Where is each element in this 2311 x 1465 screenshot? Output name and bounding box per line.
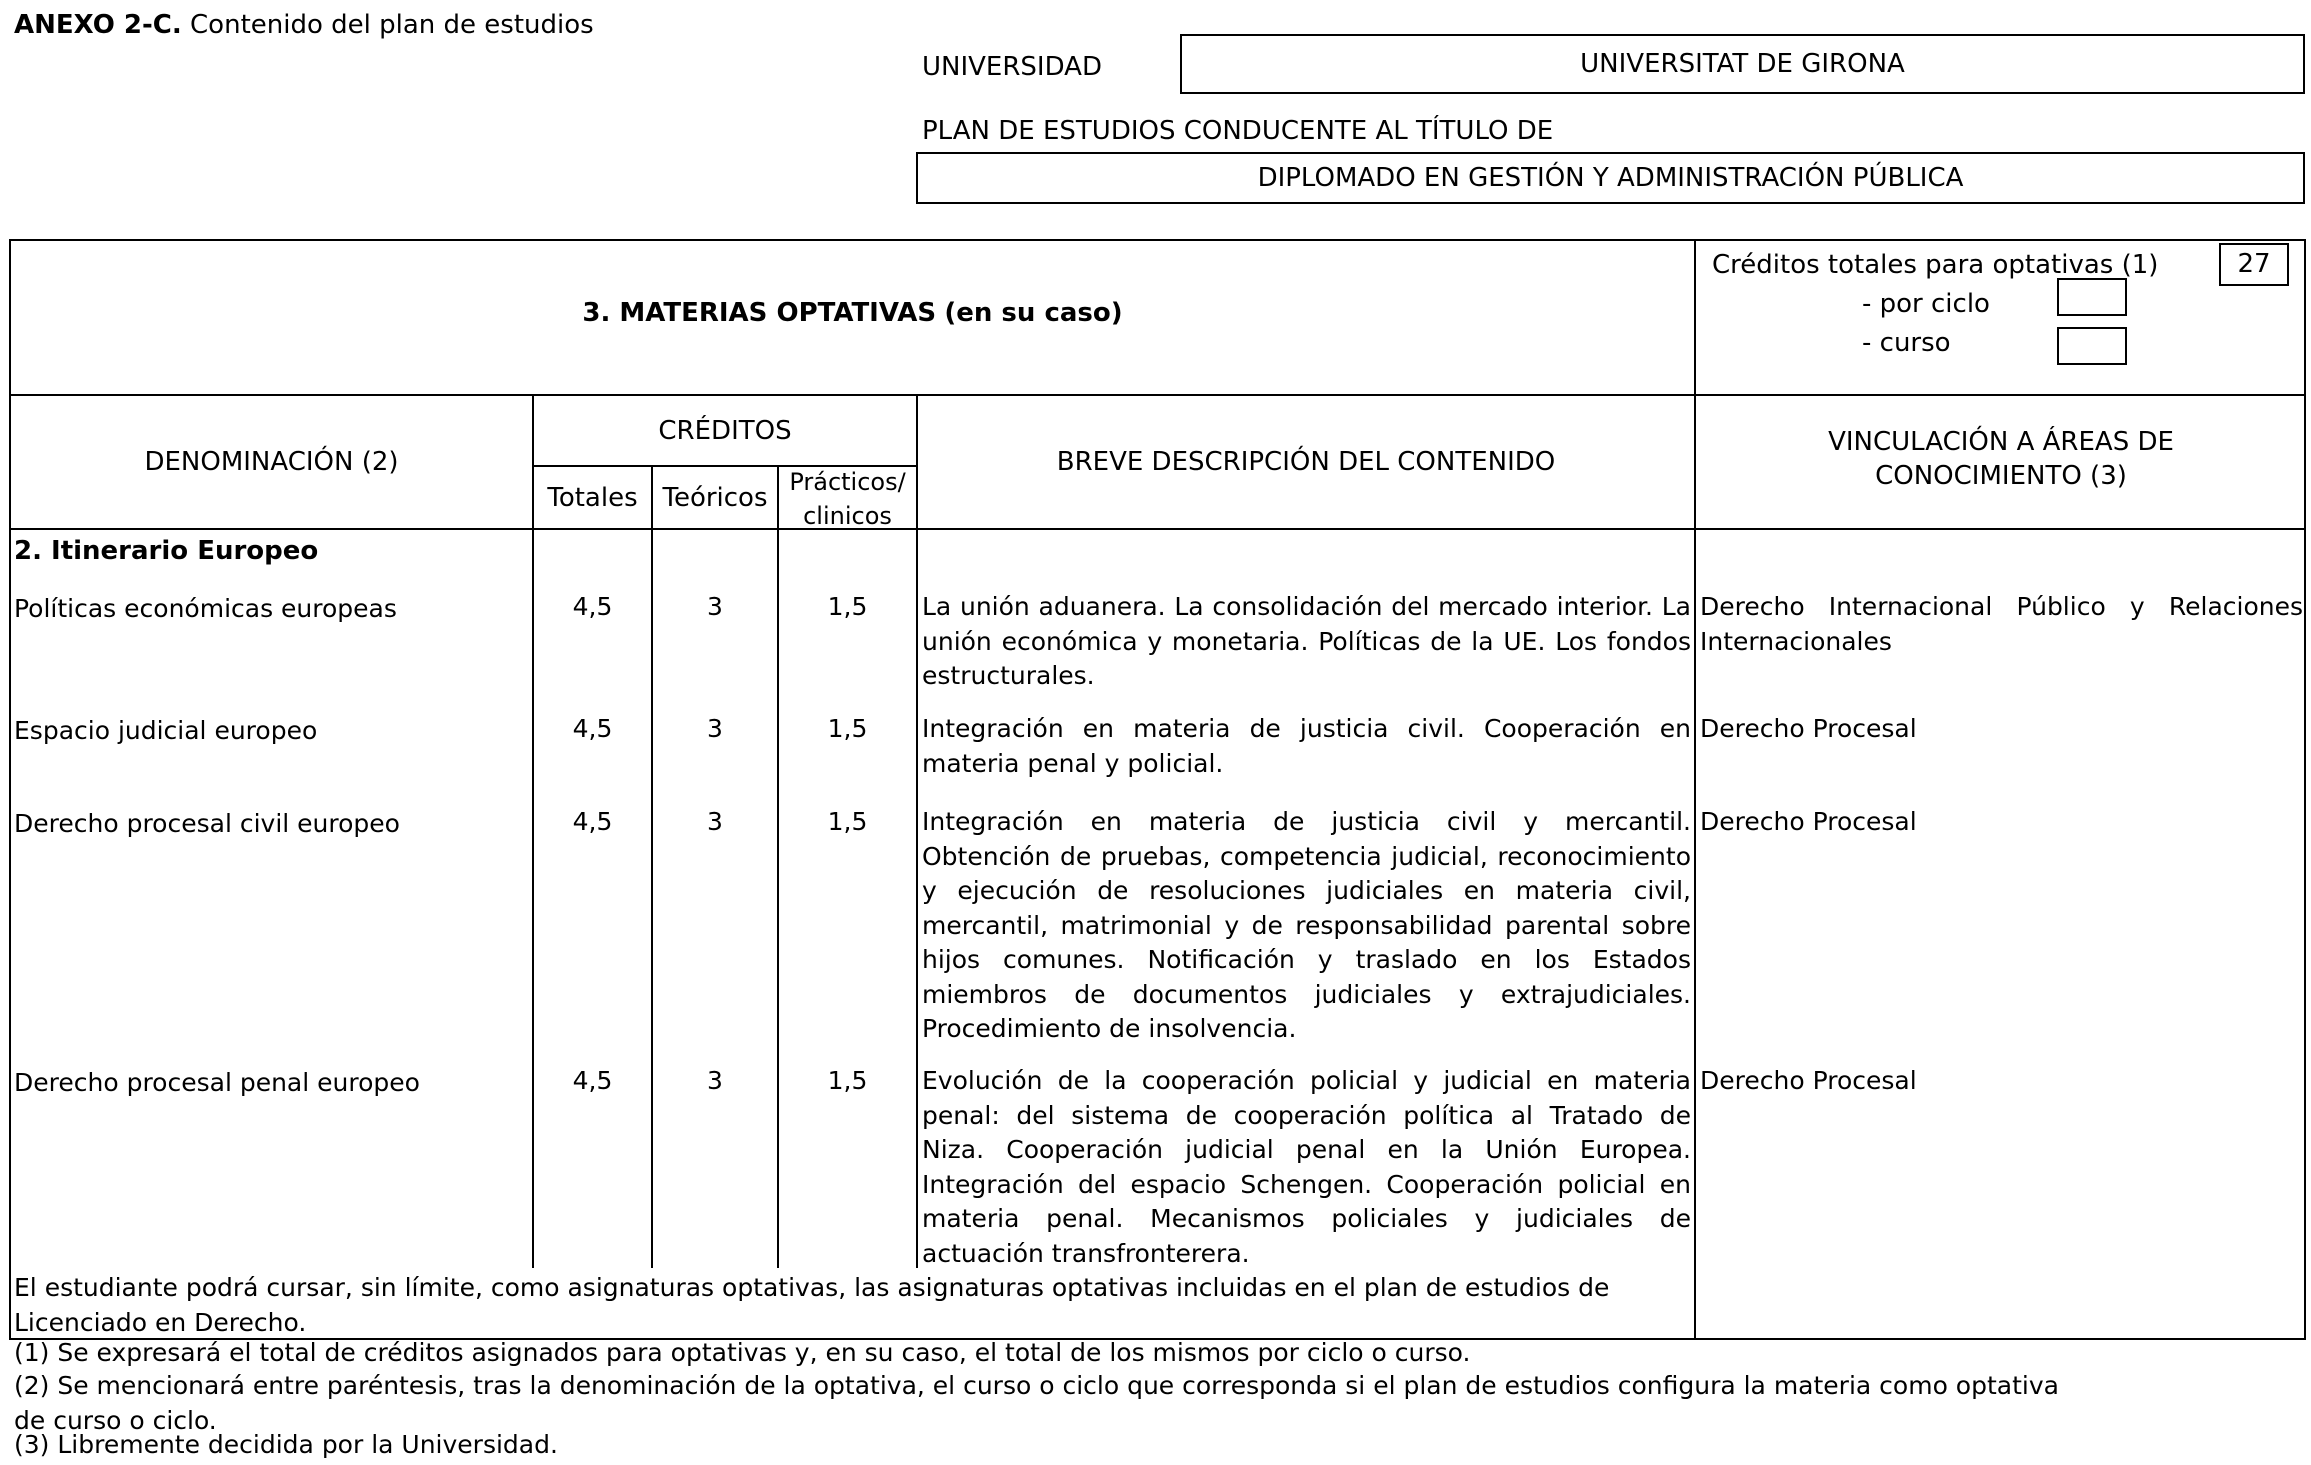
degree-field: DIPLOMADO EN GESTIÓN Y ADMINISTRACIÓN PÚBLICA (916, 152, 2305, 204)
row-name: Políticas económicas europeas (14, 594, 397, 623)
header-denominacion: DENOMINACIÓN (2) (144, 447, 399, 477)
header-teoricos: Teóricos (662, 483, 768, 513)
row-name: Espacio judicial europeo (14, 716, 318, 745)
footnote-2: (2) Se mencionará entre paréntesis, tras la denominación de la optativa, el curso o ciclo que corresponda si el plan de estudios configura la materia como optativa de curso o ciclo. (14, 1371, 2059, 1435)
row-teoricos: 3 (707, 1066, 723, 1095)
row-description: Integración en materia de justicia civil y mercantil. Obtención de pruebas, competencia judicial, reconocimiento y ejecución de resoluciones judiciales en materia civil, mercantil, matrimonial y de responsabilidad parental sobre hijos comunes. Notificación y traslado en los Estados miembros de documentos judiciales y extrajudiciales. Procedimiento de insolvencia. (922, 807, 1691, 1043)
row-teoricos: 3 (707, 807, 723, 836)
header-creditos: CRÉDITOS (658, 416, 792, 446)
row-practicos: 1,5 (827, 592, 868, 621)
header-totales: Totales (547, 483, 638, 513)
row-practicos: 1,5 (827, 1066, 868, 1095)
table-divider-title (9, 394, 2306, 396)
annex-label: ANEXO 2-C. (14, 10, 182, 40)
column-divider-areas (1694, 239, 1696, 1340)
row-totales: 4,5 (572, 714, 613, 743)
university-field: UNIVERSITAT DE GIRONA (1180, 34, 2305, 94)
row-teoricos: 3 (707, 714, 723, 743)
header-practicos: Prácticos/ clinicos (789, 468, 906, 530)
annex-heading (14, 8, 594, 42)
row-description: Evolución de la cooperación policial y judicial en materia penal: del sistema de cooperación política al Tratado de Niza. Cooperación judicial penal en la Unión Europea. Integración del espacio Schengen. Cooperación policial en materia penal. Mecanismos policiales y judiciales de actuación transfronterera. (922, 1066, 1691, 1268)
row-practicos: 1,5 (827, 807, 868, 836)
row-totales: 4,5 (572, 807, 613, 836)
header-vinculacion: VINCULACIÓN A ÁREAS DE CONOCIMIENTO (3) (1828, 427, 2174, 491)
section-title (11, 296, 1694, 330)
total-credits-box: 27 (2219, 243, 2289, 286)
row-name: Derecho procesal penal europeo (14, 1068, 420, 1097)
per-course-box (2057, 327, 2127, 365)
row-totales: 4,5 (572, 592, 613, 621)
row-area: Derecho Procesal (1700, 807, 1917, 836)
total-credits-label: Créditos totales para optativas (1) (1712, 250, 2159, 280)
section-title-text: 3. MATERIAS OPTATIVAS (582, 298, 937, 328)
plan-label: PLAN DE ESTUDIOS CONDUCENTE AL TÍTULO DE (922, 116, 1554, 146)
row-totales: 4,5 (572, 1066, 613, 1095)
header-descripcion: BREVE DESCRIPCIÓN DEL CONTENIDO (1056, 447, 1556, 477)
column-divider-teoricos (651, 465, 653, 1268)
row-name: Derecho procesal civil europeo (14, 809, 400, 838)
per-cycle-box (2057, 278, 2127, 316)
table-divider-header (9, 528, 2306, 530)
footnote-3: (3) Libremente decidida por la Universidad. (14, 1430, 558, 1459)
footnote-1: (1) Se expresará el total de créditos asignados para optativas y, en su caso, el total de los mismos por ciclo o curso. (14, 1338, 1471, 1367)
section-title-suffix: (en su caso) (944, 298, 1123, 328)
column-divider-practicos (777, 465, 779, 1268)
row-area: Derecho Procesal (1700, 1066, 1917, 1095)
annex-text: Contenido del plan de estudios (190, 10, 594, 40)
row-description: Integración en materia de justicia civil. Cooperación en materia penal y policial. (922, 714, 1691, 778)
group-title: 2. Itinerario Europeo (14, 536, 319, 566)
row-practicos: 1,5 (827, 714, 868, 743)
per-course-label: - curso (1862, 328, 1951, 358)
row-teoricos: 3 (707, 592, 723, 621)
column-divider-description (916, 394, 918, 1268)
closing-note: El estudiante podrá cursar, sin límite, como asignaturas optativas, las asignaturas optativas incluidas en el plan de estudios de Licenciado en Derecho. (14, 1273, 1610, 1337)
row-area: Derecho Procesal (1700, 714, 1917, 743)
row-area: Derecho Internacional Público y Relaciones Internacionales (1700, 592, 2303, 656)
row-description: La unión aduanera. La consolidación del mercado interior. La unión económica y monetaria. Políticas de la UE. Los fondos estructurales. (922, 592, 1691, 690)
university-label: UNIVERSIDAD (922, 52, 1102, 82)
per-cycle-label: - por ciclo (1862, 289, 1990, 319)
